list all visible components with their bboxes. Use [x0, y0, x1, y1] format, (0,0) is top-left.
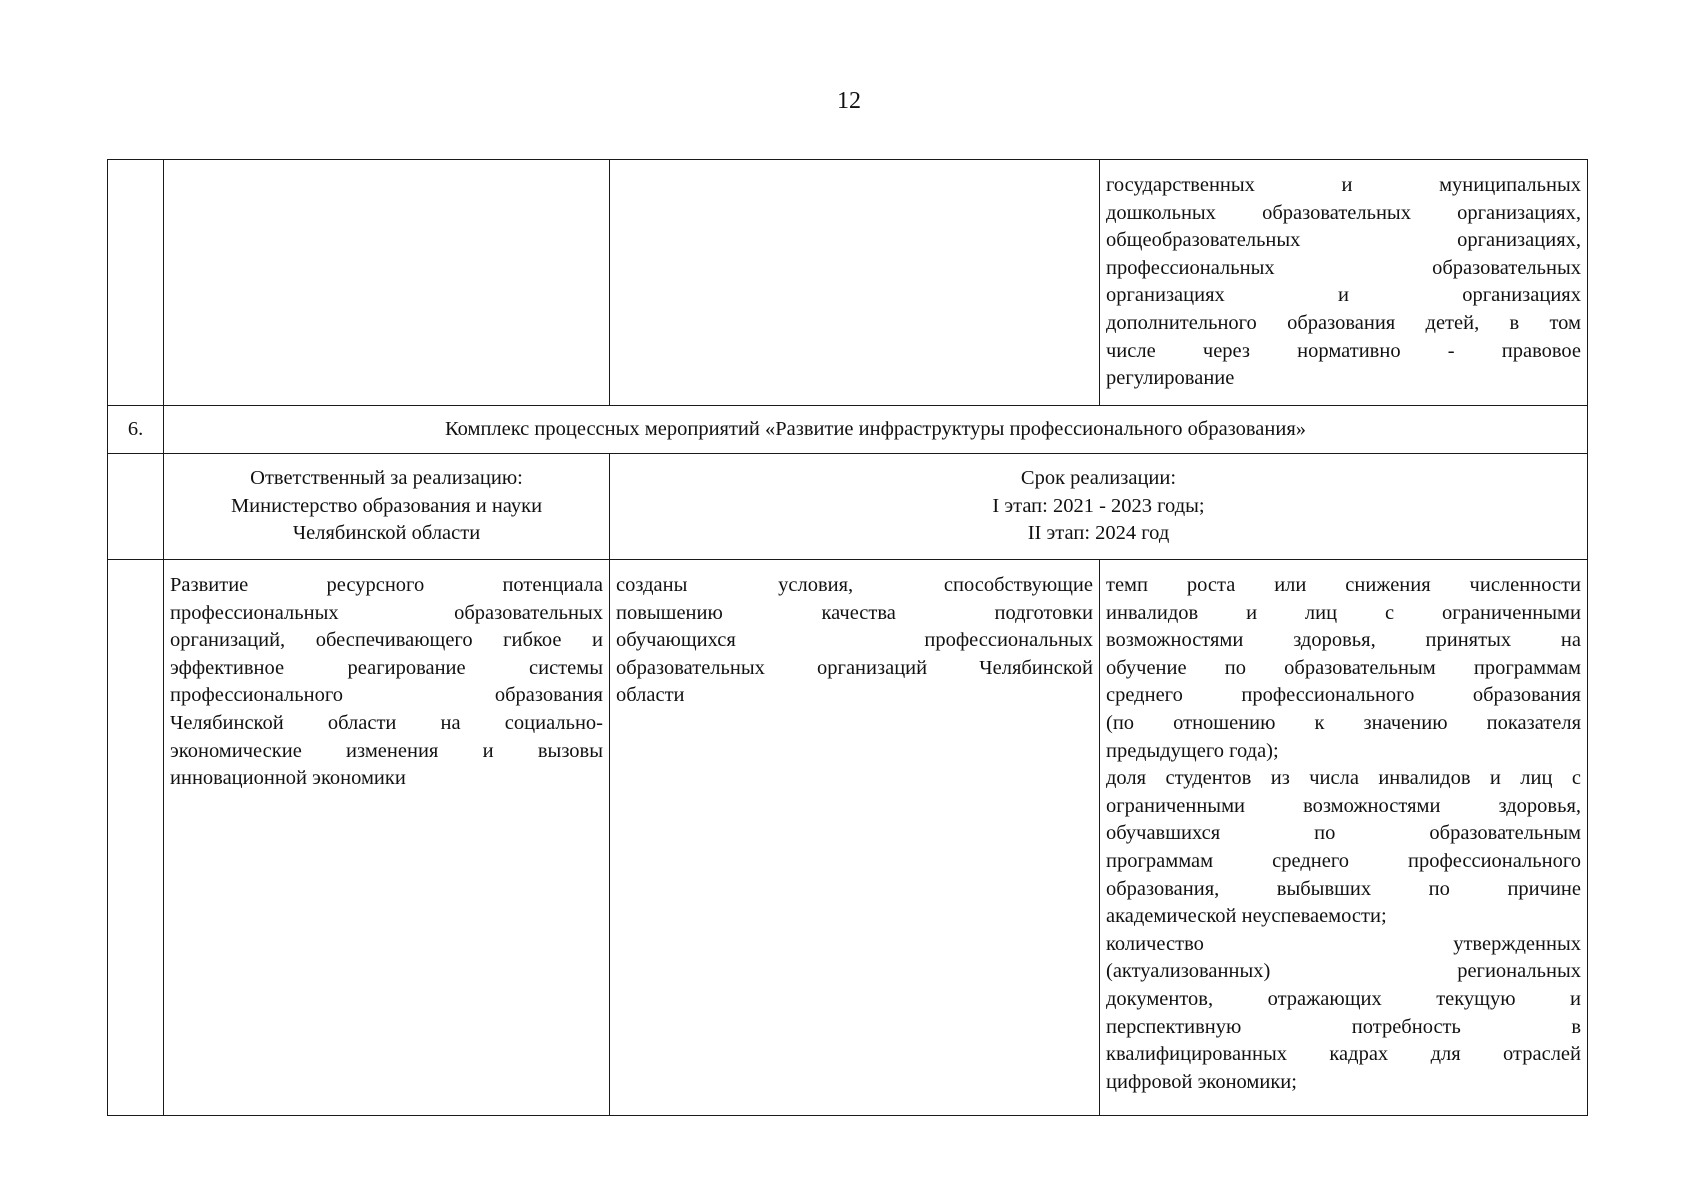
text-line: среднего профессионального образования — [1106, 684, 1581, 707]
text-line: документов, отражающих текущую и — [1106, 987, 1581, 1010]
responsible-cell — [164, 454, 610, 560]
text-line: организациях и организациях — [1106, 284, 1581, 307]
text-line: обучение по образовательным программам — [1106, 656, 1581, 679]
text-line: Развитие ресурсного потенциала — [170, 574, 603, 596]
text-line: количество утвержденных — [1106, 932, 1581, 955]
indicators-cell — [1100, 560, 1588, 1116]
text-line: перспективную потребность в — [1106, 1015, 1581, 1038]
text-line: обучающихся профессиональных — [616, 629, 1093, 652]
text-line: созданы условия, способствующие — [616, 574, 1093, 596]
table-row-section-header — [108, 406, 1588, 454]
responsible-org: Министерство образования и науки — [230, 494, 543, 517]
text-line: регулирование — [1106, 367, 1235, 390]
table-row-responsible-term — [108, 454, 1588, 560]
cell-number-empty — [108, 454, 164, 560]
text-line: образовательных организаций Челябинской — [616, 656, 1093, 679]
text-line: экономические изменения и вызовы — [170, 739, 603, 762]
text-line: (по отношению к значению показателя — [1106, 711, 1581, 734]
text-line: профессионального образования — [170, 684, 603, 707]
text-line: профессиональных образовательных — [170, 601, 603, 624]
section-title: Комплекс процессных мероприятий «Развитие инфраструктуры профессионального образования» — [164, 406, 1588, 454]
section-number: 6. — [108, 406, 164, 454]
text-line: инвалидов и лиц с ограниченными — [1106, 601, 1581, 624]
text-line: доля студентов из числа инвалидов и лиц с — [1106, 767, 1581, 790]
text-line: дошкольных образовательных организациях, — [1106, 201, 1581, 224]
text-line: организаций, обеспечивающего гибкое и — [170, 629, 603, 652]
cell-number-empty — [108, 160, 164, 406]
text-line: общеобразовательных организациях, — [1106, 229, 1581, 252]
text-line: образования, выбывших по причине — [1106, 877, 1581, 900]
text-line: профессиональных образовательных — [1106, 256, 1581, 279]
effect-cell — [610, 560, 1100, 1116]
text-line: программам среднего профессионального — [1106, 849, 1581, 872]
measures-table — [107, 159, 1588, 1116]
text-line: повышению качества подготовки — [616, 601, 1093, 624]
text-line: темп роста или снижения численности — [1106, 574, 1581, 596]
text-line: ограниченными возможностями здоровья, — [1106, 794, 1581, 817]
text-line: предыдущего года); — [1106, 739, 1279, 762]
cell-indicators-continuation — [1100, 160, 1588, 406]
text-line: эффективное реагирование системы — [170, 656, 603, 679]
term-cell — [610, 454, 1588, 560]
text-line: государственных и муниципальных — [1106, 174, 1581, 196]
responsible-label: Ответственный за реализацию: — [250, 467, 523, 490]
term-label: Срок реализации: — [1020, 467, 1177, 490]
text-line: области — [616, 684, 685, 707]
text-line: обучавшихся по образовательным — [1106, 822, 1581, 845]
term-stage-1: I этап: 2021 - 2023 годы; — [992, 494, 1205, 517]
text-line: дополнительного образования детей, в том — [1106, 311, 1581, 334]
responsible-region: Челябинской области — [292, 522, 481, 545]
text-line: академической неуспеваемости; — [1106, 905, 1387, 928]
text-line: возможностями здоровья, принятых на — [1106, 629, 1581, 652]
term-stage-2: II этап: 2024 год — [1027, 522, 1170, 545]
page-number: 12 — [837, 88, 861, 114]
cell-task-empty — [164, 160, 610, 406]
text-line: Челябинской области на социально- — [170, 711, 603, 734]
cell-effect-empty — [610, 160, 1100, 406]
text-line: (актуализованных) региональных — [1106, 960, 1581, 983]
table-row-task — [108, 560, 1588, 1116]
text-line: квалифицированных кадрах для отраслей — [1106, 1043, 1581, 1066]
text-line: числе через нормативно - правовое — [1106, 339, 1581, 362]
table-row-continuation — [108, 160, 1588, 406]
text-line: цифровой экономики; — [1106, 1070, 1297, 1093]
text-line: инновационной экономики — [170, 767, 406, 790]
task-cell — [164, 560, 610, 1116]
cell-number-empty — [108, 560, 164, 1116]
